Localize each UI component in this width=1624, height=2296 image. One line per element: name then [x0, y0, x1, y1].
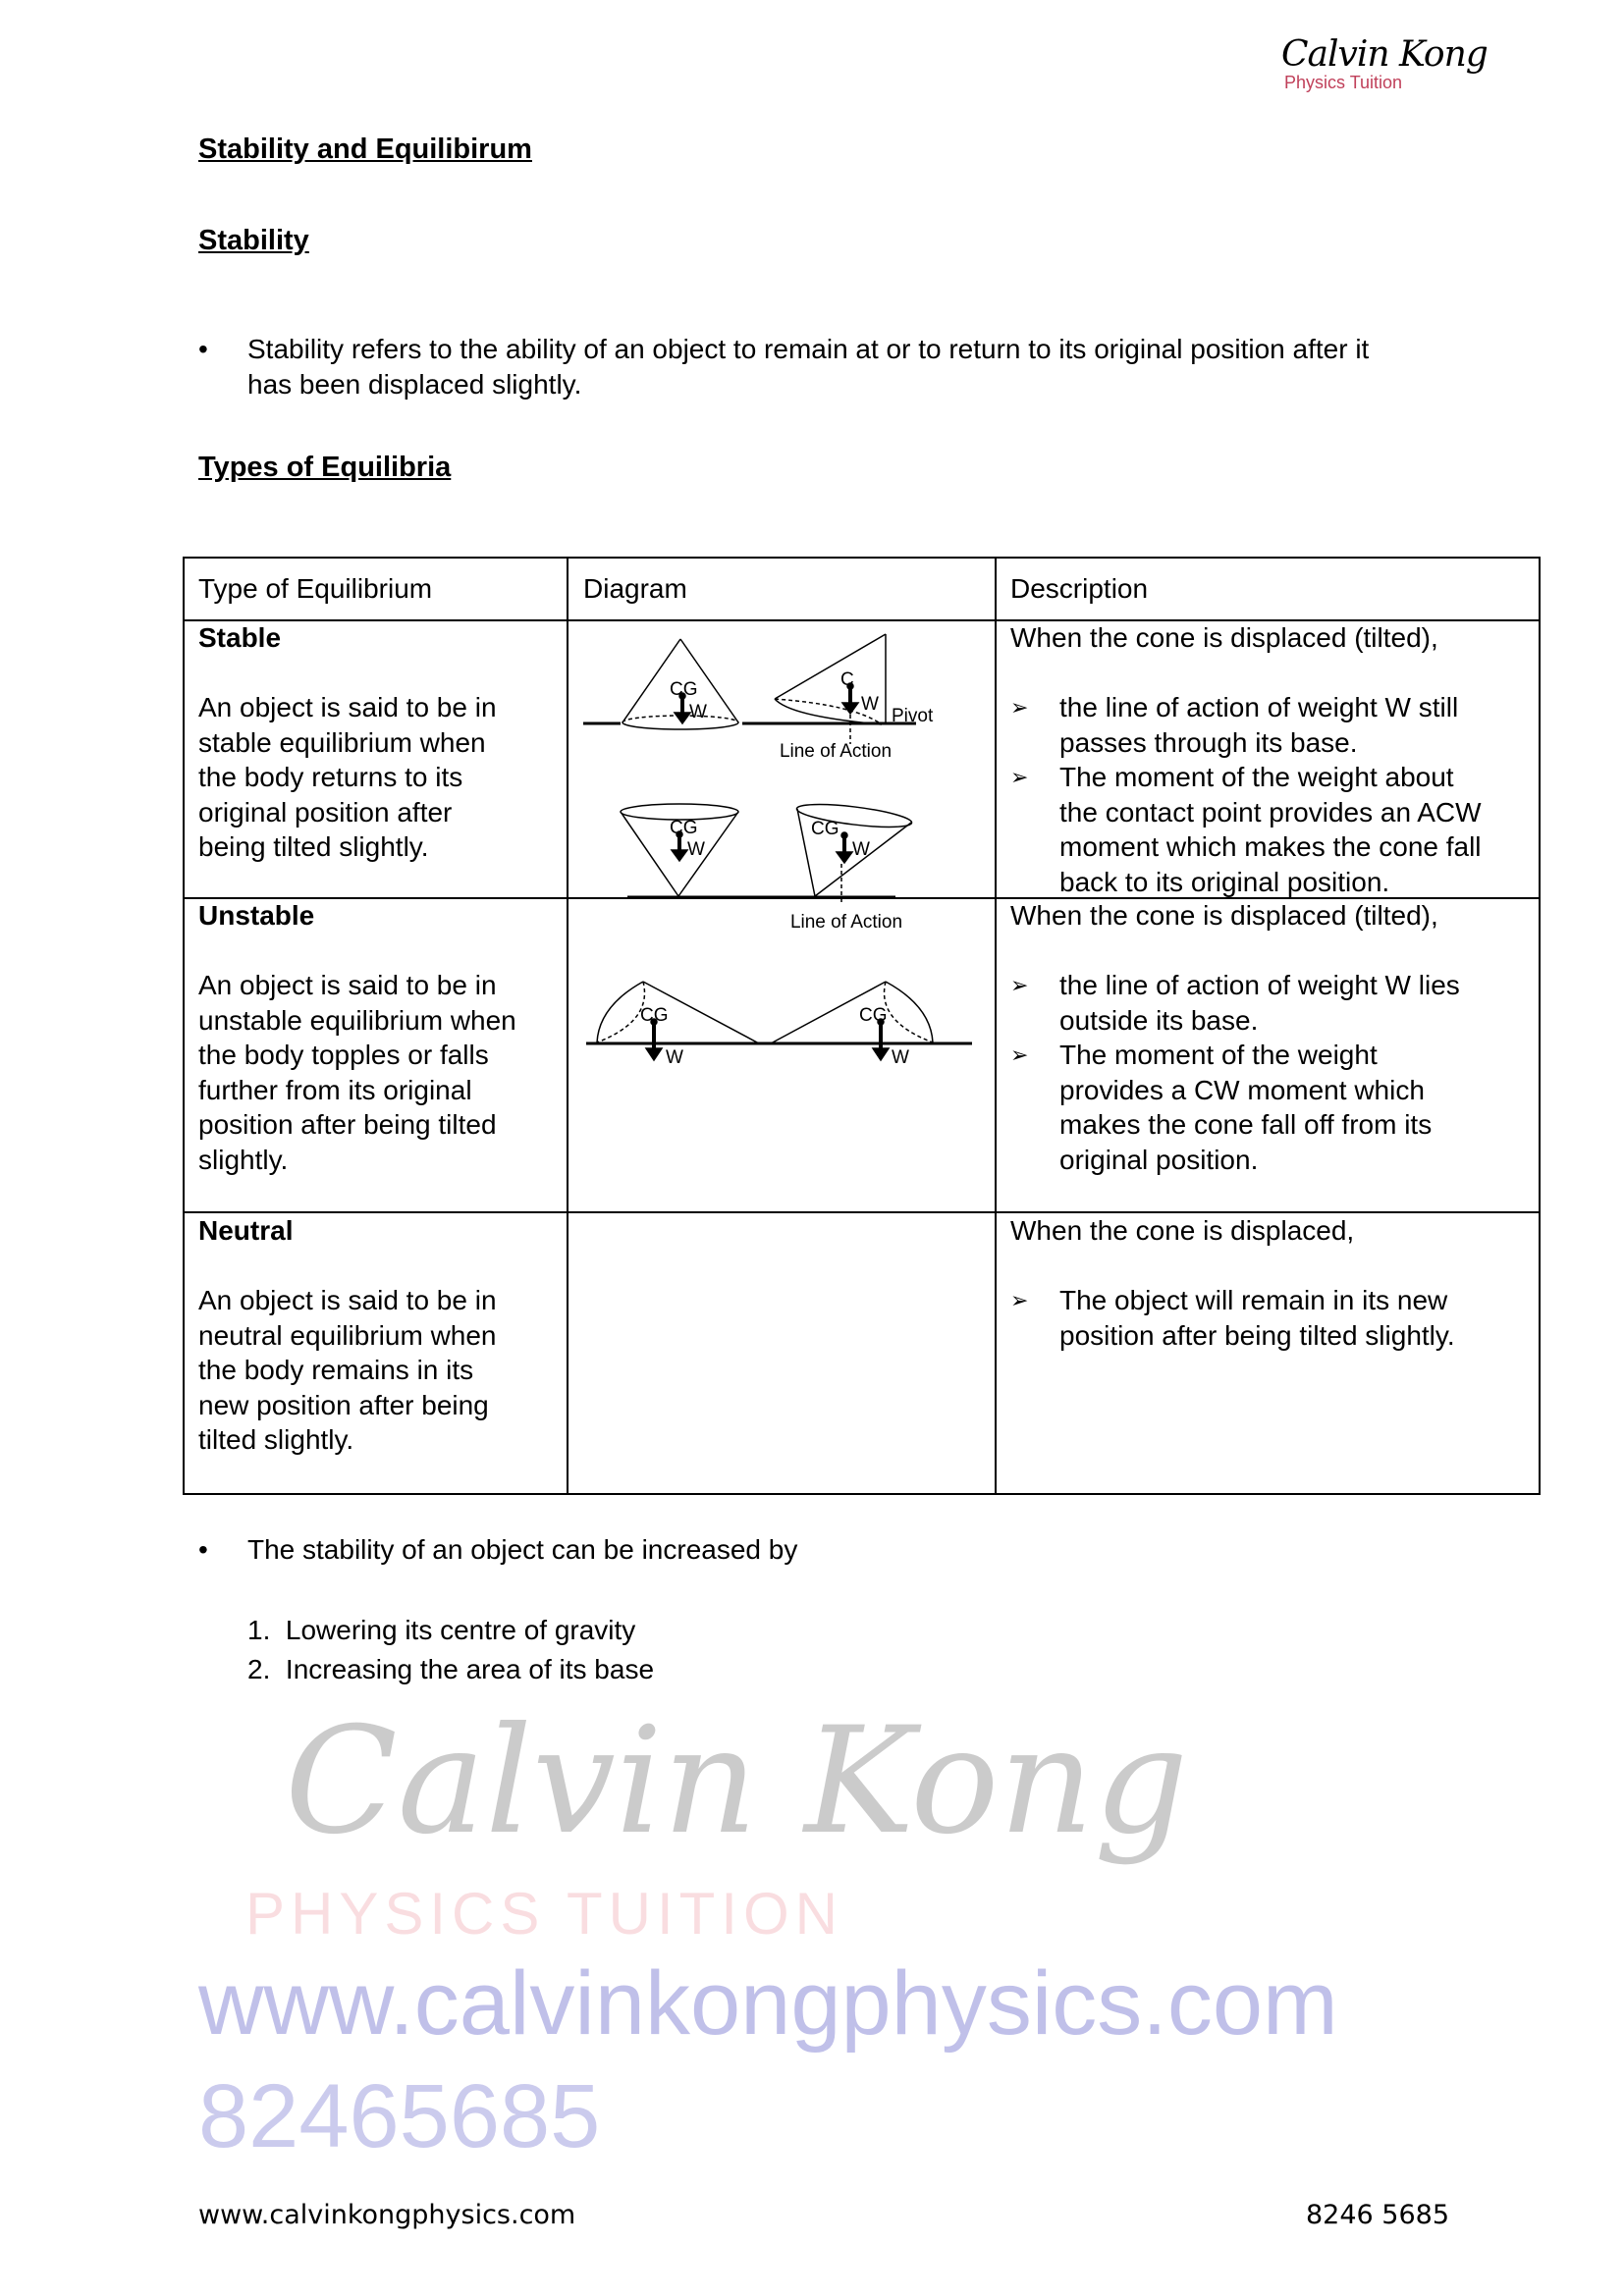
list-item: 1. Lowering its centre of gravity	[247, 1615, 636, 1645]
text-line: has been displaced slightly.	[247, 368, 582, 400]
text-line: the body topples or falls	[198, 1040, 489, 1070]
text-line: the contact point provides an ACW	[1059, 796, 1482, 828]
unstable-type-cell	[198, 898, 516, 1177]
arrow-bullet-icon: ➢	[1010, 695, 1029, 720]
neutral-type-cell	[198, 1213, 497, 1458]
text-line: The object will remain in its new	[1059, 1285, 1448, 1315]
section-heading-stability: Stability	[198, 225, 309, 256]
text-line: position after being tilted slightly.	[1059, 1319, 1455, 1351]
list-item	[1010, 690, 1482, 760]
text-line: the line of action of weight W still	[1059, 692, 1459, 722]
cg-label: CG	[640, 1005, 669, 1026]
text-line: position after being tilted	[198, 1109, 497, 1140]
text-line: the body remains in its	[198, 1355, 474, 1385]
text-line: original position after	[198, 796, 453, 828]
text-line: original position.	[1059, 1144, 1259, 1175]
text-line: passes through its base.	[1059, 726, 1358, 758]
arrow-bullet-icon: ➢	[1010, 1042, 1029, 1067]
arrow-bullet-icon: ➢	[1010, 765, 1029, 789]
text-line: further from its original	[198, 1074, 472, 1105]
footer-website: www.calvinkongphysics.com	[198, 2200, 576, 2230]
type-label: Neutral	[198, 1215, 294, 1246]
text-line: moment which makes the cone fall	[1059, 831, 1482, 862]
arrow-bullet-icon: ➢	[1010, 973, 1029, 997]
stable-type-cell	[198, 620, 497, 865]
page-title: Stability and Equilibirum	[198, 133, 532, 165]
text-line: An object is said to be in	[198, 970, 497, 1000]
type-label: Stable	[198, 622, 282, 653]
line-of-action-label: Line of Action	[779, 741, 893, 762]
cg-label: CG	[811, 819, 839, 839]
diagrams	[569, 618, 992, 1522]
cg-label: CG	[670, 818, 698, 838]
text-line: Stability refers to the ability of an object to remain at or to return to its original position after it	[247, 334, 1370, 364]
w-label: W	[689, 702, 707, 722]
section-heading-types: Types of Equilibria	[198, 452, 452, 483]
cg-label: CG	[670, 679, 698, 700]
text-line: An object is said to be in	[198, 1285, 497, 1315]
neutral-description-cell	[1010, 1213, 1455, 1353]
c-label: C	[840, 669, 854, 690]
watermark-tuition: PHYSICS TUITION	[245, 1881, 843, 1947]
watermark-script: Calvin Kong	[285, 1696, 1189, 1867]
w-label: W	[861, 694, 879, 715]
text-line: stable equilibrium when	[198, 726, 486, 758]
text-line: When the cone is displaced (tilted),	[1010, 622, 1438, 653]
text-line: The moment of the weight	[1059, 1040, 1378, 1070]
header-type: Type of Equilibrium	[198, 573, 433, 604]
text-line: An object is said to be in	[198, 692, 497, 722]
text-line: slightly.	[198, 1144, 289, 1175]
footer-phone: 8246 5685	[1306, 2200, 1450, 2230]
stability-bullet	[198, 332, 1369, 401]
stable-cone-tilted	[742, 634, 916, 744]
bullet-dot: •	[198, 1534, 208, 1565]
cg-label: CG	[859, 1005, 888, 1026]
list-item	[1010, 1283, 1455, 1353]
header-diagram: Diagram	[583, 573, 687, 604]
stable-description-cell	[1010, 620, 1482, 899]
text-line: the line of action of weight W lies	[1059, 970, 1460, 1000]
arrow-bullet-icon: ➢	[1010, 1288, 1029, 1312]
list-item	[1010, 760, 1482, 899]
line-of-action-label: Line of Action	[789, 912, 903, 933]
w-label: W	[666, 1047, 683, 1068]
pivot-label: Pivot	[892, 706, 934, 726]
text-line: The stability of an object can be increased by	[247, 1534, 798, 1565]
increase-bullet	[198, 1532, 797, 1568]
text-line: neutral equilibrium when	[198, 1319, 497, 1351]
logo-subtitle: Physics Tuition	[1284, 73, 1403, 92]
type-label: Unstable	[198, 900, 315, 931]
logo-script: Calvin Kong	[1281, 34, 1488, 75]
text-line: outside its base.	[1059, 1004, 1259, 1036]
w-label: W	[892, 1047, 909, 1068]
watermark-url: www.calvinkongphysics.com	[198, 1953, 1338, 2054]
w-label: W	[687, 839, 705, 860]
text-line: the body returns to its	[198, 762, 463, 792]
text-line: When the cone is displaced (tilted),	[1010, 900, 1438, 931]
w-label: W	[852, 839, 870, 860]
text-line: being tilted slightly.	[198, 831, 429, 862]
stable-cone-upright	[583, 639, 738, 729]
watermark-phone: 82465685	[198, 2066, 601, 2166]
logo	[1281, 34, 1497, 131]
list-item: 2. Increasing the area of its base	[247, 1654, 655, 1684]
text-line: The moment of the weight about	[1059, 762, 1454, 792]
bullet-dot: •	[198, 334, 208, 364]
unstable-description-cell	[1010, 898, 1460, 1177]
increase-list	[247, 1611, 654, 1689]
text-line: provides a CW moment which	[1059, 1074, 1425, 1105]
list-item	[1010, 968, 1460, 1038]
list-item	[1010, 1038, 1460, 1177]
text-line: tilted slightly.	[198, 1424, 354, 1455]
text-line: back to its original position.	[1059, 866, 1390, 897]
text-line: makes the cone fall off from its	[1059, 1109, 1433, 1140]
text-line: unstable equilibrium when	[198, 1004, 516, 1036]
text-line: When the cone is displaced,	[1010, 1215, 1355, 1246]
text-line: new position after being	[198, 1389, 489, 1420]
header-description: Description	[1010, 573, 1149, 604]
